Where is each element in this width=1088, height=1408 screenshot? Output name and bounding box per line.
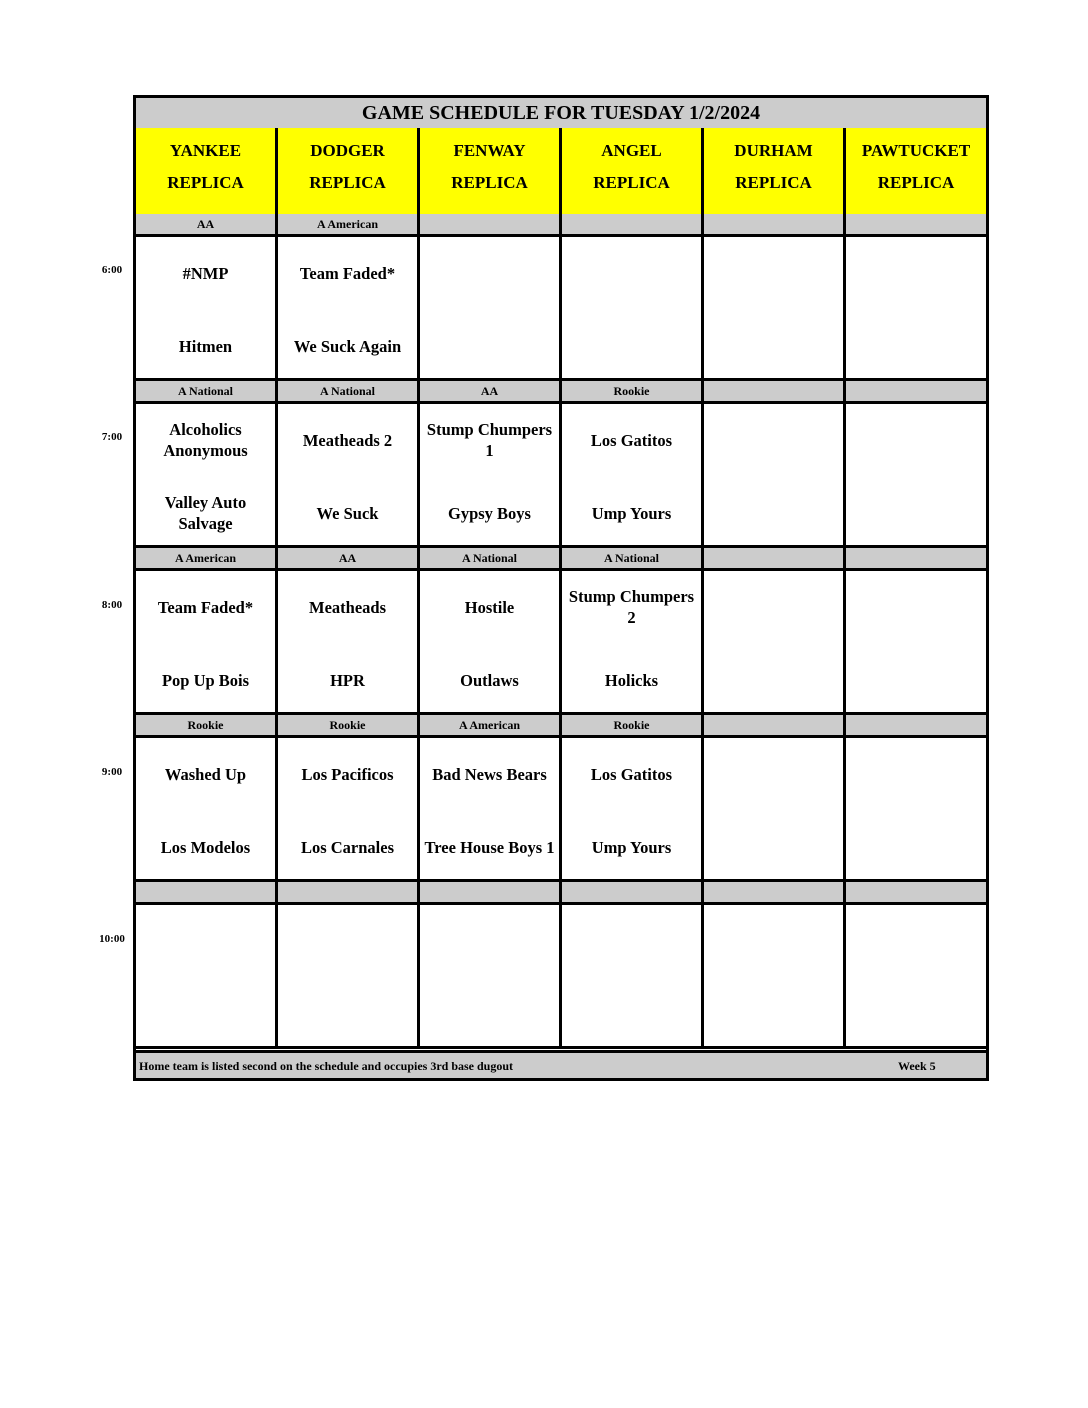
division-label: A American xyxy=(420,715,562,735)
away-team: Team Faded* xyxy=(299,263,396,283)
field-header xyxy=(562,128,704,214)
schedule-title: GAME SCHEDULE FOR TUESDAY 1/2/2024 xyxy=(136,98,986,131)
division-label xyxy=(846,381,986,401)
game-cell xyxy=(846,237,986,378)
away-team: Washed Up xyxy=(164,764,247,784)
away-team xyxy=(846,918,986,964)
division-label: A American xyxy=(278,214,420,234)
field-name: FENWAY xyxy=(453,141,526,160)
division-label xyxy=(420,882,562,902)
home-team xyxy=(846,490,986,536)
division-label xyxy=(420,214,562,234)
division-band xyxy=(136,214,986,234)
division-band xyxy=(136,548,986,568)
away-team: Los Gatitos xyxy=(590,764,673,784)
game-cell xyxy=(562,571,704,712)
field-subtitle: REPLICA xyxy=(451,173,528,192)
game-cell xyxy=(846,404,986,545)
away-team: Bad News Bears xyxy=(432,764,547,784)
home-team: Los Modelos xyxy=(160,837,251,857)
division-label: Rookie xyxy=(562,715,704,735)
game-cell xyxy=(704,571,846,712)
home-team: HPR xyxy=(330,670,365,690)
game-cell xyxy=(136,905,278,1046)
division-label xyxy=(846,214,986,234)
game-cell xyxy=(704,404,846,545)
field-header xyxy=(420,128,562,214)
home-team: Holicks xyxy=(604,670,659,690)
away-team xyxy=(704,751,843,797)
game-cell xyxy=(420,905,562,1046)
away-team: Los Gatitos xyxy=(590,430,673,450)
home-team xyxy=(704,824,843,870)
time-label: 9:00 xyxy=(101,766,123,778)
division-band xyxy=(136,381,986,401)
home-team xyxy=(846,657,986,703)
away-team xyxy=(704,250,843,296)
away-team xyxy=(278,918,417,964)
away-team xyxy=(704,918,843,964)
home-team xyxy=(704,657,843,703)
away-team xyxy=(420,250,559,296)
game-cell xyxy=(420,404,562,545)
away-team xyxy=(420,918,559,964)
time-slot-row xyxy=(136,902,986,1049)
home-team xyxy=(562,991,701,1037)
time-slot-row xyxy=(136,234,986,381)
division-label xyxy=(278,882,420,902)
away-team xyxy=(562,918,701,964)
field-header xyxy=(136,128,278,214)
away-team xyxy=(136,918,275,964)
home-team xyxy=(704,991,843,1037)
time-label: 8:00 xyxy=(101,599,123,611)
home-team xyxy=(278,991,417,1037)
away-team xyxy=(846,751,986,797)
time-label: 6:00 xyxy=(101,264,123,276)
home-team xyxy=(846,323,986,369)
home-team: Ump Yours xyxy=(591,837,672,857)
home-team: We Suck xyxy=(316,503,379,523)
division-label: A National xyxy=(562,548,704,568)
division-label: AA xyxy=(136,214,278,234)
division-label xyxy=(704,715,846,735)
game-cell xyxy=(420,237,562,378)
division-label: A National xyxy=(278,381,420,401)
game-cell xyxy=(846,571,986,712)
division-band xyxy=(136,882,986,902)
home-team: Valley Auto Salvage xyxy=(164,493,247,533)
home-team xyxy=(562,323,701,369)
game-cell xyxy=(278,738,420,879)
away-team xyxy=(704,584,843,630)
game-cell xyxy=(136,404,278,545)
field-name: PAWTUCKET xyxy=(861,141,971,160)
division-band xyxy=(136,715,986,735)
home-team: Gypsy Boys xyxy=(448,503,531,523)
away-team: Hostile xyxy=(464,597,515,617)
game-cell xyxy=(278,237,420,378)
home-team: Outlaws xyxy=(460,670,519,690)
field-header xyxy=(278,128,420,214)
home-team: Pop Up Bois xyxy=(161,670,250,690)
division-label: A American xyxy=(136,548,278,568)
field-header xyxy=(704,128,846,214)
division-label xyxy=(704,882,846,902)
division-label xyxy=(136,882,278,902)
game-cell xyxy=(562,404,704,545)
game-cell xyxy=(136,237,278,378)
field-header-row xyxy=(136,128,986,214)
division-label xyxy=(846,882,986,902)
schedule-footer xyxy=(136,1050,986,1078)
time-slot-row xyxy=(136,735,986,882)
home-team xyxy=(136,991,275,1037)
game-cell xyxy=(846,905,986,1046)
game-cell xyxy=(420,738,562,879)
home-team xyxy=(420,323,559,369)
game-cell xyxy=(704,905,846,1046)
time-label: 7:00 xyxy=(101,431,123,443)
field-subtitle: REPLICA xyxy=(593,173,670,192)
game-cell xyxy=(562,738,704,879)
field-name: DODGER xyxy=(310,141,385,160)
home-team xyxy=(420,991,559,1037)
game-cell xyxy=(704,738,846,879)
field-name: ANGEL xyxy=(601,141,662,160)
home-team xyxy=(704,490,843,536)
time-slot-row xyxy=(136,401,986,548)
division-label xyxy=(846,715,986,735)
division-label xyxy=(562,214,704,234)
time-slot-row xyxy=(136,568,986,715)
game-cell xyxy=(846,738,986,879)
field-name: YANKEE xyxy=(169,141,242,160)
division-label: A National xyxy=(136,381,278,401)
game-cell xyxy=(136,738,278,879)
game-cell xyxy=(278,404,420,545)
time-label: 10:00 xyxy=(99,933,125,945)
division-label xyxy=(846,548,986,568)
away-team: Meatheads 2 xyxy=(302,430,393,450)
away-team: #NMP xyxy=(182,263,229,283)
home-team xyxy=(846,824,986,870)
game-cell xyxy=(562,237,704,378)
away-team: Meatheads xyxy=(309,597,386,617)
away-team: Stump Chumpers 2 xyxy=(568,587,695,627)
away-team: Stump Chumpers 1 xyxy=(426,420,553,460)
away-team: Los Pacificos xyxy=(301,764,394,784)
home-team xyxy=(846,991,986,1037)
game-cell xyxy=(420,571,562,712)
division-label: Rookie xyxy=(278,715,420,735)
field-subtitle: REPLICA xyxy=(735,173,812,192)
away-team xyxy=(846,417,986,463)
home-team: We Suck Again xyxy=(293,336,402,356)
division-label: AA xyxy=(420,381,562,401)
game-cell xyxy=(278,905,420,1046)
away-team xyxy=(562,250,701,296)
game-cell xyxy=(278,571,420,712)
division-label xyxy=(704,214,846,234)
away-team xyxy=(846,584,986,630)
away-team: Alcoholics Anonymous xyxy=(163,420,248,460)
division-label xyxy=(562,882,704,902)
game-cell xyxy=(136,571,278,712)
away-team xyxy=(704,417,843,463)
week-label: Week 5 xyxy=(898,1059,936,1073)
division-label xyxy=(704,548,846,568)
division-label: Rookie xyxy=(562,381,704,401)
division-label xyxy=(704,381,846,401)
field-name: DURHAM xyxy=(734,141,813,160)
schedule-table xyxy=(133,95,989,1081)
field-subtitle: REPLICA xyxy=(309,173,386,192)
home-team: Ump Yours xyxy=(591,503,672,523)
game-cell xyxy=(704,237,846,378)
away-team: Team Faded* xyxy=(157,597,254,617)
home-team: Tree House Boys 1 xyxy=(424,837,555,857)
game-cell xyxy=(562,905,704,1046)
field-subtitle: REPLICA xyxy=(167,173,244,192)
field-subtitle: REPLICA xyxy=(877,173,955,192)
division-label: A National xyxy=(420,548,562,568)
footer-note: Home team is listed second on the schedule and occupies 3rd base dugout xyxy=(139,1059,514,1073)
field-header xyxy=(846,128,986,214)
home-team: Hitmen xyxy=(178,336,233,356)
home-team xyxy=(704,323,843,369)
home-team: Los Carnales xyxy=(300,837,395,857)
division-label: Rookie xyxy=(136,715,278,735)
away-team xyxy=(846,250,986,296)
division-label: AA xyxy=(278,548,420,568)
